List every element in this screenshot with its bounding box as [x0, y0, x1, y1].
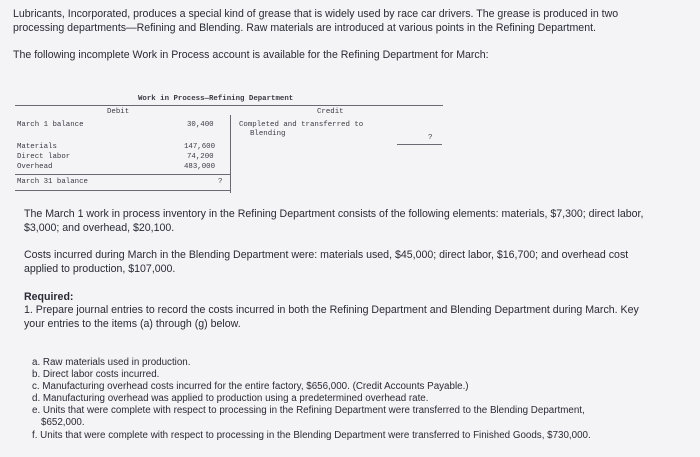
intro-line-1: Lubricants, Incorporated, produces a special kind of grease that is widely used by race car drivers. The grease is produced in two	[13, 8, 619, 20]
debit-amount-direct-labor: 74,200	[187, 153, 214, 161]
para2-line-2: applied to production, $107,000.	[24, 263, 176, 275]
t-account-top-rule	[15, 105, 443, 106]
debit-amount-materials: 147,600	[184, 143, 216, 151]
item-e-line-1: e. Units that were complete with respect to processing in the Refining Department were transferred to the Blending Department,	[32, 405, 585, 416]
intro-line-3: The following incomplete Work in Process account is available for the Refining Department for March:	[13, 49, 489, 61]
required-line-2: your entries to the items (a) through (g) below.	[24, 318, 241, 330]
required-line-1: 1. Prepare journal entries to record the costs incurred in both the Refining Department and Blending Department during March. Key	[24, 304, 639, 316]
debit-label-overhead: Overhead	[17, 163, 53, 171]
para1-line-1: The March 1 work in process inventory in the Refining Department consists of the following elements: materials, $7,300; direct labor,	[24, 208, 644, 220]
para2-line-1: Costs incurred during March in the Blending Department were: materials used, $45,000; direct labor, $16,700; and overhead cost	[24, 249, 629, 261]
item-e-line-2: $652,000.	[41, 417, 85, 428]
intro-line-2: processing departments—Refining and Blending. Raw materials are introduced at various points in the Refining Department.	[13, 22, 596, 34]
required-heading: Required:	[24, 291, 74, 303]
debit-label-direct-labor: Direct labor	[17, 153, 71, 161]
t-account-title: Work in Process—Refining Department	[138, 95, 294, 103]
para1-line-2: $3,000; and overhead, $20,100.	[24, 222, 175, 234]
item-f: f. Units that were complete with respect to processing in the Blending Department were transferred to Finished Goods, $730,000.	[32, 430, 591, 441]
debit-label-materials: Materials	[17, 143, 57, 151]
debit-amount-overhead: 483,000	[184, 163, 216, 171]
credit-amount: ?	[428, 134, 433, 142]
item-d: d. Manufacturing overhead was applied to production using a predetermined overhead rate.	[32, 393, 429, 404]
credit-header: Credit	[317, 108, 344, 116]
debit-amount-march-31: ?	[218, 178, 223, 186]
debit-amount-march-1: 30,400	[187, 121, 214, 129]
credit-label-line-1: Completed and transferred to	[239, 121, 364, 129]
item-c: c. Manufacturing overhead costs incurred for the entire factory, $656,000. (Credit Accounts Payable.)	[32, 381, 469, 392]
debit-label-march-1: March 1 balance	[17, 121, 84, 129]
item-b: b. Direct labor costs incurred.	[32, 369, 160, 380]
debit-total-rule	[15, 174, 231, 175]
credit-total-rule	[397, 144, 442, 145]
credit-label-line-2: Blending	[250, 130, 286, 138]
debit-bottom-rule	[15, 190, 231, 191]
t-account-center-rule	[230, 115, 231, 193]
item-a: a. Raw materials used in production.	[32, 357, 191, 368]
debit-header: Debit	[107, 108, 130, 116]
debit-label-march-31: March 31 balance	[17, 178, 88, 186]
